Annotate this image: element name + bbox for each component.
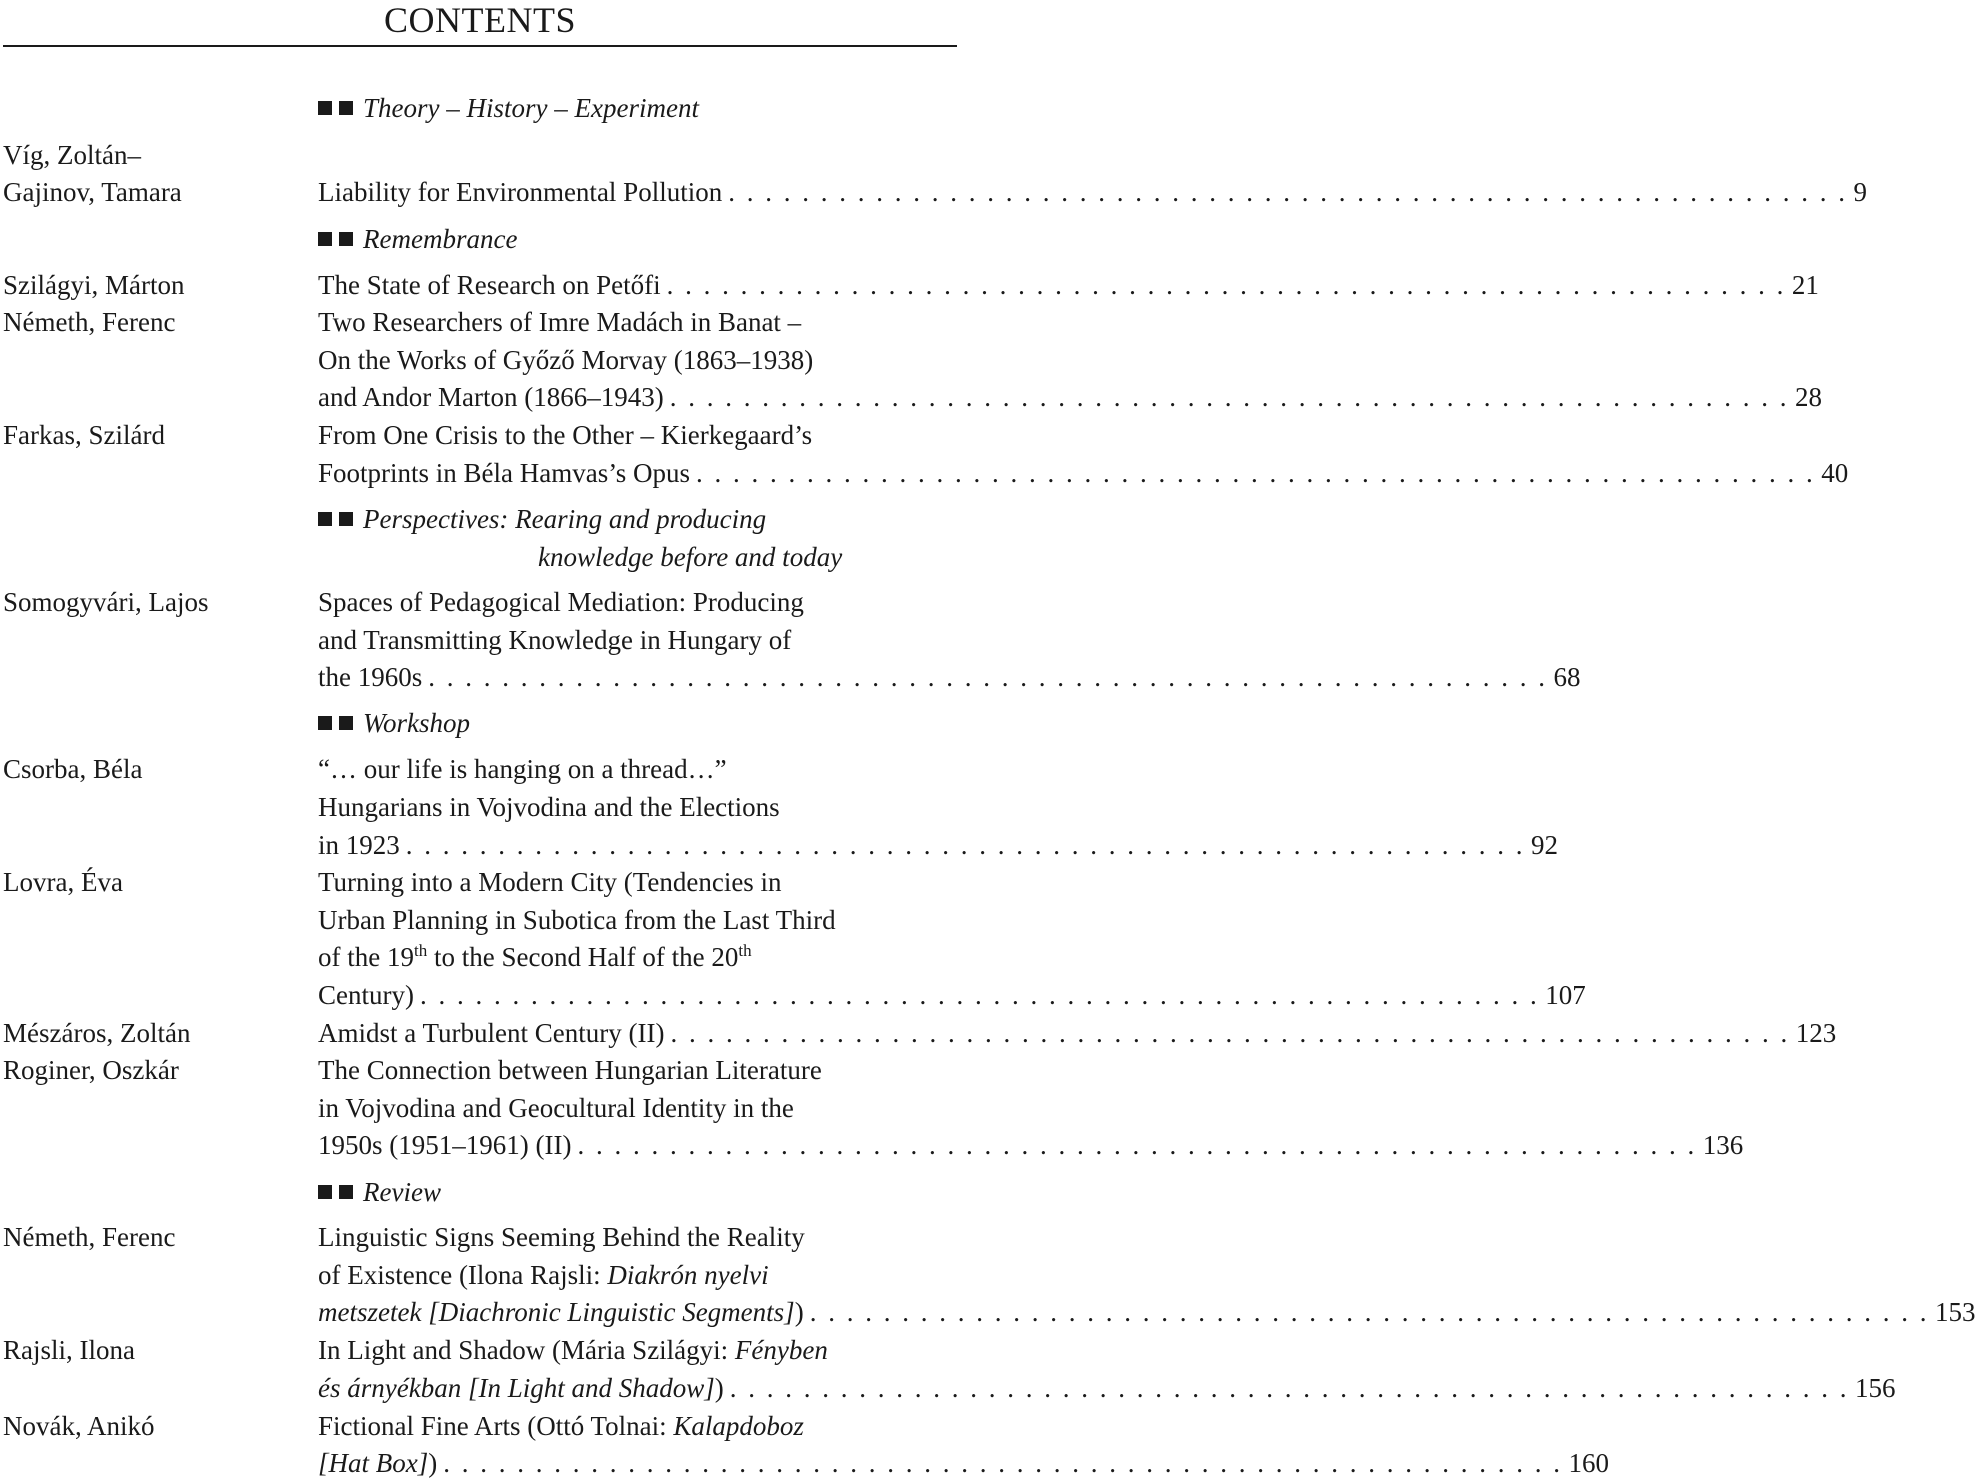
- toc-entry-title[interactable]: Fictional Fine Arts (Ottó Tolnai: Kalapdoboz: [318, 1411, 804, 1441]
- section-heading-theory: [318, 90, 699, 127]
- superscript: th: [413, 941, 428, 960]
- dot-leader: . . . . . . . . . . . . . . . . . . . . . . . . . . . . . . . . . . . . . . . . . . . . . . . . . . . . . . . . . . . . .: [669, 382, 1789, 412]
- page-number: 107: [1545, 980, 1586, 1010]
- dot-leader: . . . . . . . . . . . . . . . . . . . . . . . . . . . . . . . . . . . . . . . . . . . . . . . . . . . . . . . . . . . . .: [405, 830, 1526, 860]
- section-heading-remembrance: [318, 221, 517, 258]
- entry-author: Mészáros, Zoltán: [3, 1018, 191, 1048]
- toc-entry-title[interactable]: In Light and Shadow (Mária Szilágyi: Fényben: [318, 1335, 828, 1365]
- page-number: 28: [1794, 382, 1822, 412]
- square-bullet-icon: [339, 512, 353, 526]
- toc-entry-title-cont: in 1923 . . . . . . . . . . . . . . . . . . . . . . . . . . . . . . . . . . . . . . . . . . . . . . . . . . . . . . . . . . . . . 92: [318, 827, 954, 864]
- section-label: Remembrance: [363, 224, 518, 254]
- toc-entry-title[interactable]: Amidst a Turbulent Century (II) . . . . . . . . . . . . . . . . . . . . . . . . . . . . . . . . . . . . . . . . . . . . . . . . . . . . . . . . . . . . . 123: [318, 1015, 954, 1052]
- toc-entry-title-cont: metszetek [Diachronic Linguistic Segments]) . . . . . . . . . . . . . . . . . . . . . . . . . . . . . . . . . . . . . . . . . . . . . . . . . . . . . . . . . . . . . 153: [318, 1294, 954, 1331]
- section-heading-perspectives: [318, 501, 766, 538]
- square-bullet-icon: [318, 1185, 332, 1199]
- section-heading-review: [318, 1174, 441, 1211]
- title-rule: [3, 45, 957, 47]
- toc-entry-title-cont: and Transmitting Knowledge in Hungary of: [318, 625, 792, 655]
- entry-author: Csorba, Béla: [3, 754, 143, 784]
- dot-leader: . . . . . . . . . . . . . . . . . . . . . . . . . . . . . . . . . . . . . . . . . . . . . . . . . . . . . . . . . . . . .: [729, 1373, 1849, 1403]
- section-heading-workshop: [318, 705, 470, 742]
- page-number: 68: [1553, 662, 1581, 692]
- entry-author: Roginer, Oszkár: [3, 1055, 179, 1085]
- toc-entry-title-cont: of Existence (Ilona Rajsli: Diakrón nyelvi: [318, 1260, 769, 1290]
- toc-entry-title[interactable]: The Connection between Hungarian Literature: [318, 1055, 822, 1085]
- dot-leader: . . . . . . . . . . . . . . . . . . . . . . . . . . . . . . . . . . . . . . . . . . . . . . . . . . . . . . . . . . . . .: [419, 980, 1540, 1010]
- page-number: 153: [1934, 1297, 1975, 1327]
- entry-author: Farkas, Szilárd: [3, 420, 165, 450]
- toc-entry-title-cont: Century) . . . . . . . . . . . . . . . . . . . . . . . . . . . . . . . . . . . . . . . . . . . . . . . . . . . . . . . . . . . . . 107: [318, 977, 954, 1014]
- toc-entry-title-cont: [Hat Box]) . . . . . . . . . . . . . . . . . . . . . . . . . . . . . . . . . . . . . . . . . . . . . . . . . . . . . . . . . . . . . 160: [318, 1445, 954, 1482]
- toc-entry-title[interactable]: “… our life is hanging on a thread…”: [318, 754, 727, 784]
- dot-leader: . . . . . . . . . . . . . . . . . . . . . . . . . . . . . . . . . . . . . . . . . . . . . . . . . . . . . . . . . . . . .: [728, 177, 1848, 207]
- toc-entry-title-cont: 1950s (1951–1961) (II) . . . . . . . . . . . . . . . . . . . . . . . . . . . . . . . . . . . . . . . . . . . . . . . . . . . . . . . . . . . . . 136: [318, 1127, 954, 1164]
- square-bullet-icon: [339, 1185, 353, 1199]
- entry-author: Somogyvári, Lajos: [3, 587, 209, 617]
- page-title: CONTENTS: [384, 0, 576, 40]
- page-number: 156: [1854, 1373, 1896, 1403]
- square-bullet-icon: [339, 232, 353, 246]
- dot-leader: . . . . . . . . . . . . . . . . . . . . . . . . . . . . . . . . . . . . . . . . . . . . . . . . . . . . . . . . . . . . .: [670, 1018, 1790, 1048]
- toc-entry-title-cont: Footprints in Béla Hamvas’s Opus . . . . . . . . . . . . . . . . . . . . . . . . . . . . . . . . . . . . . . . . . . . . . . . . . . . . . . . . . . . . . 40: [318, 455, 954, 492]
- toc-entry-title[interactable]: Liability for Environmental Pollution . . . . . . . . . . . . . . . . . . . . . . . . . . . . . . . . . . . . . . . . . . . . . . . . . . . . . . . . . . . . . 9: [318, 174, 954, 211]
- entry-author: Németh, Ferenc: [3, 1222, 176, 1252]
- toc-entry-title-cont: Urban Planning in Subotica from the Last Third: [318, 905, 836, 935]
- square-bullet-icon: [318, 101, 332, 115]
- dot-leader: . . . . . . . . . . . . . . . . . . . . . . . . . . . . . . . . . . . . . . . . . . . . . . . . . . . . . . . . . . . . .: [809, 1297, 1929, 1327]
- toc-entry-title-cont: in Vojvodina and Geocultural Identity in the: [318, 1093, 794, 1123]
- toc-entry-title-cont: the 1960s . . . . . . . . . . . . . . . . . . . . . . . . . . . . . . . . . . . . . . . . . . . . . . . . . . . . . . . . . . . . . 68: [318, 659, 954, 696]
- square-bullet-icon: [339, 101, 353, 115]
- superscript: th: [738, 941, 752, 960]
- toc-entry-title-cont: and Andor Marton (1866–1943) . . . . . . . . . . . . . . . . . . . . . . . . . . . . . . . . . . . . . . . . . . . . . . . . . . . . . . . . . . . . . 28: [318, 379, 954, 416]
- toc-entry-title[interactable]: Spaces of Pedagogical Mediation: Producing: [318, 587, 804, 617]
- dot-leader: . . . . . . . . . . . . . . . . . . . . . . . . . . . . . . . . . . . . . . . . . . . . . . . . . . . . . . . . . . . . .: [666, 270, 1786, 300]
- section-label: Workshop: [363, 708, 471, 738]
- page-number: 136: [1702, 1130, 1744, 1160]
- entry-author: Víg, Zoltán–: [3, 140, 141, 170]
- entry-author: Gajinov, Tamara: [3, 177, 182, 207]
- toc-entry-title-cont: On the Works of Győző Morvay (1863–1938): [318, 345, 814, 375]
- section-label-cont: knowledge before and today: [538, 542, 843, 572]
- toc-entry-title[interactable]: The State of Research on Petőfi . . . . . . . . . . . . . . . . . . . . . . . . . . . . . . . . . . . . . . . . . . . . . . . . . . . . . . . . . . . . . 21: [318, 267, 954, 304]
- page-number: 9: [1853, 177, 1867, 207]
- toc-entry-title[interactable]: Turning into a Modern City (Tendencies in: [318, 867, 782, 897]
- toc-entry-title-cont: of the 19th to the Second Half of the 20th: [318, 941, 752, 972]
- section-label: Theory – History – Experiment: [363, 93, 699, 123]
- section-label: Review: [363, 1177, 441, 1207]
- entry-author: Novák, Anikó: [3, 1411, 155, 1441]
- dot-leader: . . . . . . . . . . . . . . . . . . . . . . . . . . . . . . . . . . . . . . . . . . . . . . . . . . . . . . . . . . . . .: [577, 1130, 1697, 1160]
- dot-leader: . . . . . . . . . . . . . . . . . . . . . . . . . . . . . . . . . . . . . . . . . . . . . . . . . . . . . . . . . . . . .: [696, 458, 1816, 488]
- toc-entry-title[interactable]: Two Researchers of Imre Madách in Banat –: [318, 307, 802, 337]
- square-bullet-icon: [318, 512, 332, 526]
- square-bullet-icon: [318, 232, 332, 246]
- entry-author: Németh, Ferenc: [3, 307, 176, 337]
- page-number: 123: [1795, 1018, 1837, 1048]
- entry-author: Rajsli, Ilona: [3, 1335, 135, 1365]
- page-number: 92: [1531, 830, 1559, 860]
- section-label: Perspectives: Rearing and producing: [363, 504, 767, 534]
- entry-author: Lovra, Éva: [3, 867, 123, 897]
- toc-entry-title-cont: és árnyékban [In Light and Shadow]) . . . . . . . . . . . . . . . . . . . . . . . . . . . . . . . . . . . . . . . . . . . . . . . . . . . . . . . . . . . . . 156: [318, 1370, 954, 1407]
- page-number: 21: [1791, 270, 1819, 300]
- entry-author: Szilágyi, Márton: [3, 270, 185, 300]
- page-number: 160: [1568, 1448, 1609, 1478]
- toc-entry-title-cont: Hungarians in Vojvodina and the Elections: [318, 792, 780, 822]
- square-bullet-icon: [318, 716, 332, 730]
- square-bullet-icon: [339, 716, 353, 730]
- dot-leader: . . . . . . . . . . . . . . . . . . . . . . . . . . . . . . . . . . . . . . . . . . . . . . . . . . . . . . . . . . . . .: [443, 1448, 1563, 1478]
- page-number: 40: [1821, 458, 1849, 488]
- dot-leader: . . . . . . . . . . . . . . . . . . . . . . . . . . . . . . . . . . . . . . . . . . . . . . . . . . . . . . . . . . . . .: [428, 662, 1548, 692]
- toc-entry-title[interactable]: Linguistic Signs Seeming Behind the Reality: [318, 1222, 805, 1252]
- toc-entry-title[interactable]: From One Crisis to the Other – Kierkegaard’s: [318, 420, 813, 450]
